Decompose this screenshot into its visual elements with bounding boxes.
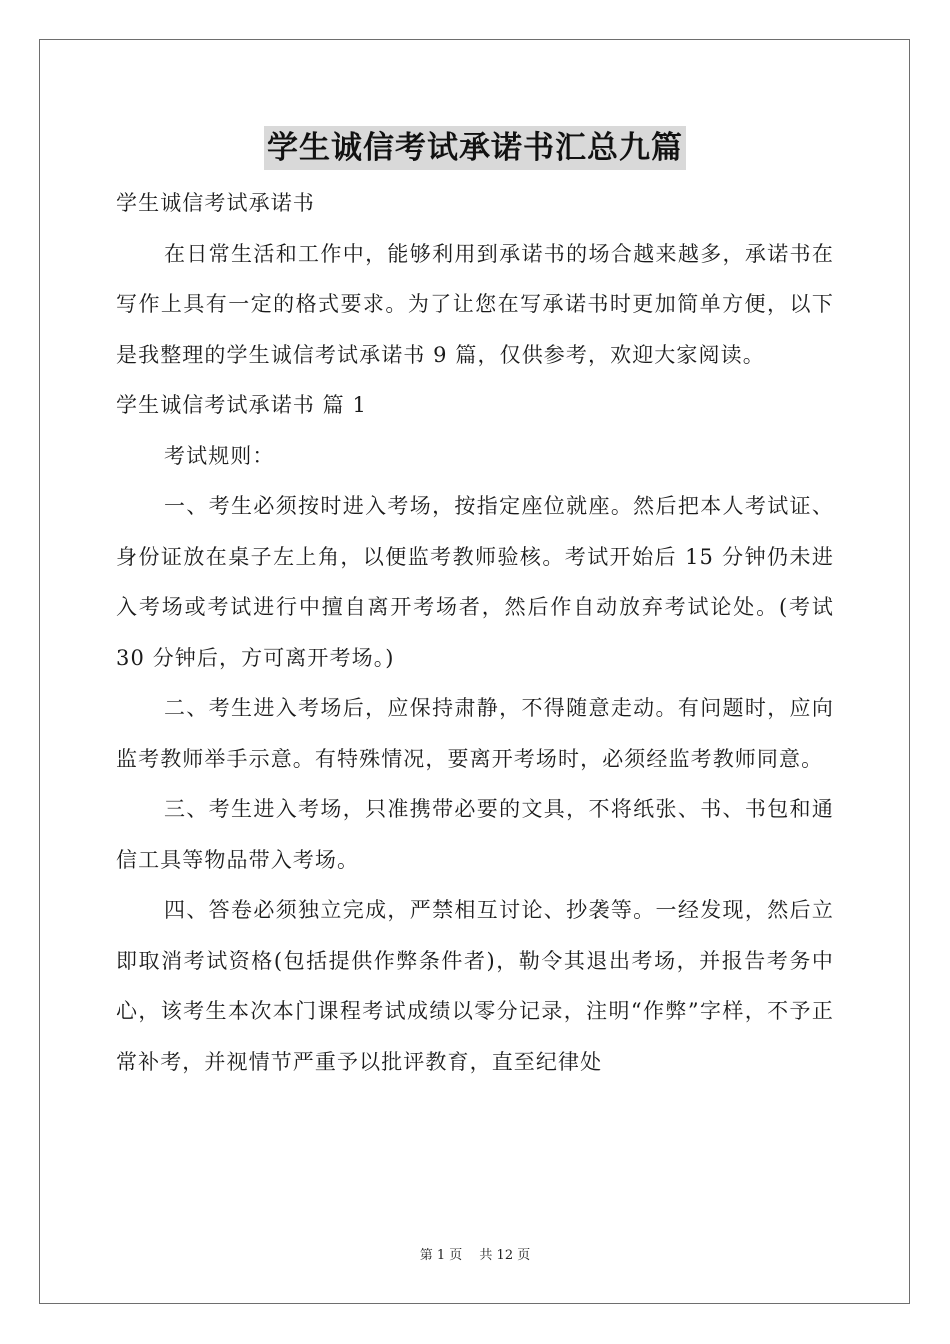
page-footer: [0, 1244, 950, 1263]
rules-heading: 考试规则：: [164, 443, 275, 468]
rule-paragraph: 三、考生进入考场，只准携带必要的文具，不将纸张、书、书包和通信工具等物品带入考场。: [116, 797, 834, 872]
document-title: 学生诚信考试承诺书汇总九篇: [264, 126, 686, 170]
rule-paragraph: 四、答卷必须独立完成，严禁相互讨论、抄袭等。一经发现，然后立即取消考试资格(包括提供作弊条件者)，勒令其退出考场，并报告考务中心，该考生本次本门课程考试成绩以零分记录，注明“作弊”字样，不予正常补考，并视情节严重予以批评教育，直至纪律处: [116, 898, 834, 1074]
page-number: 第 1 页 共 12 页: [419, 1248, 531, 1263]
section-heading: 学生诚信考试承诺书: [116, 191, 315, 215]
rule-paragraph: 一、考生必须按时进入考场，按指定座位就座。然后把本人考试证、身份证放在桌子左上角，以便监考教师验核。考试开始后 15 分钟仍未进入考场或考试进行中擅自离开考场者，然后作自动放弃考试论处。(考试 30 分钟后，方可离开考场。): [116, 494, 834, 670]
intro-paragraph: 在日常生活和工作中，能够利用到承诺书的场合越来越多，承诺书在写作上具有一定的格式要求。为了让您在写承诺书时更加简单方便，以下是我整理的学生诚信考试承诺书 9 篇，仅供参考，欢迎大家阅读。: [116, 241, 834, 367]
document-body: [116, 178, 834, 1087]
rule-paragraph: 二、考生进入考场后，应保持肃静，不得随意走动。有问题时，应向监考教师举手示意。有特殊情况，要离开考场时，必须经监考教师同意。: [116, 696, 834, 771]
title-container: [0, 126, 950, 170]
section-heading: 学生诚信考试承诺书 篇 1: [116, 393, 368, 417]
